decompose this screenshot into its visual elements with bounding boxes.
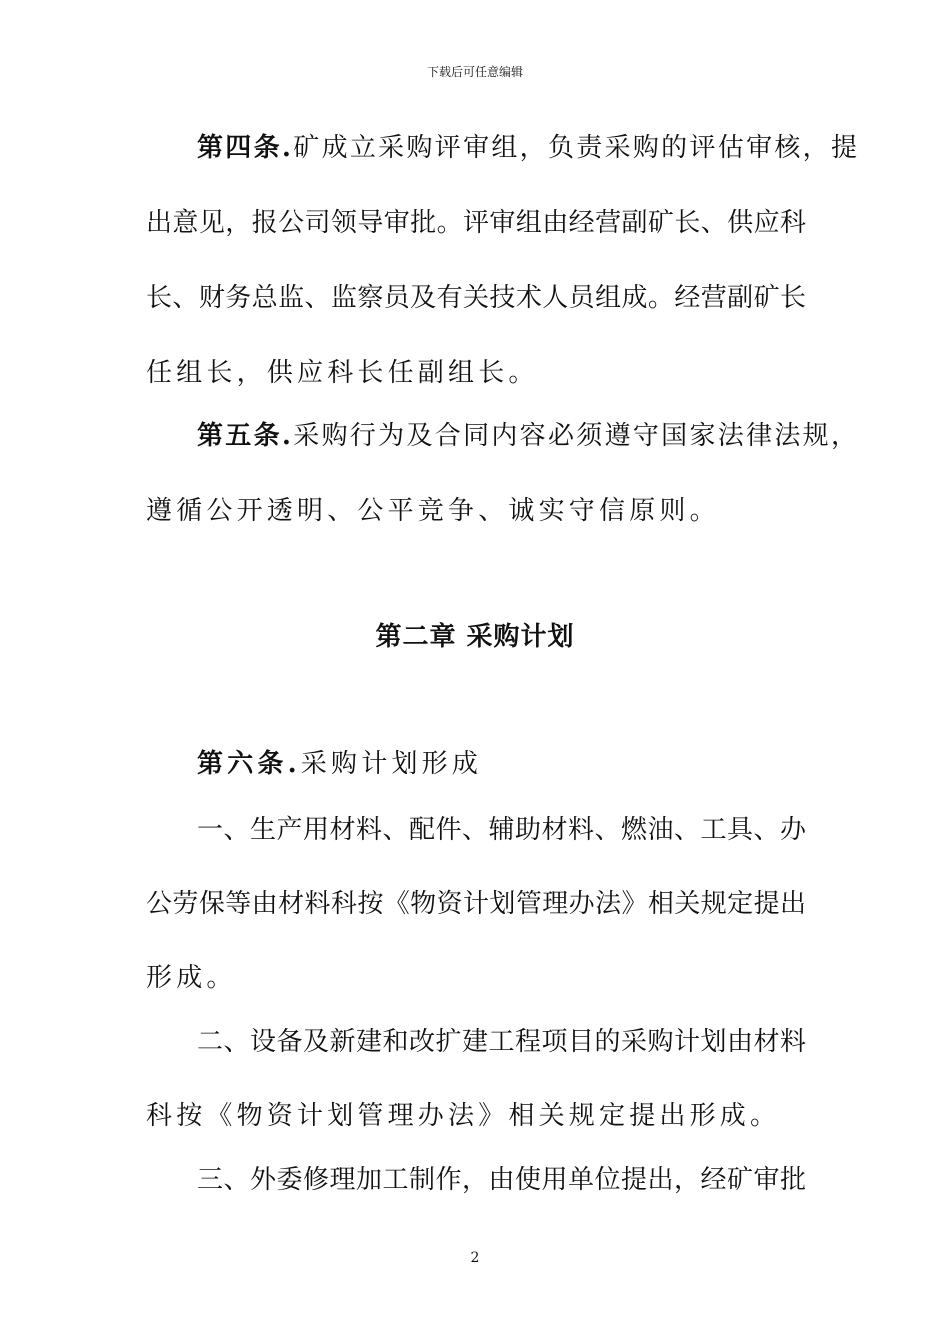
article6-item2-line2: 科按《物资计划管理办法》相关规定提出形成。 (146, 1101, 781, 1131)
article4-line1 (197, 131, 857, 165)
article6-item1-line3: 形成。 (146, 963, 237, 993)
article4-line2: 出意见，报公司领导审批。评审组由经营副矿长、供应科 (146, 208, 806, 238)
article4-line4: 任组长，供应科长任副组长。 (146, 358, 539, 388)
article6-item2-line1: 二、设备及新建和改扩建工程项目的采购计划由材料 (197, 1027, 806, 1057)
article6-item1-line1: 一、生产用材料、配件、辅助材料、燃油、工具、办 (197, 815, 806, 845)
article6-title: 采购计划形成 (300, 749, 483, 779)
article4-label: 第四条. (197, 133, 291, 163)
article5-text-1: 采购行为及合同内容必须遵守国家法律法规， (290, 421, 857, 451)
chapter-title: 第二章 采购计划 (375, 622, 575, 652)
article5-label: 第五条. (197, 421, 291, 451)
page-header: 下载后可任意编辑 (426, 65, 523, 79)
article4-text-1: 矿成立采购评审组，负责采购的评估审核，提 (290, 133, 857, 163)
article5-line1 (197, 419, 857, 453)
article5-line2: 遵循公开透明、公平竞争、诚实守信原则。 (146, 496, 720, 526)
article6-item1-line2: 公劳保等由材料科按《物资计划管理办法》相关规定提出 (146, 889, 806, 919)
article6-label: 第六条. (197, 749, 301, 779)
article6-item3-line1: 三、外委修理加工制作，由使用单位提出，经矿审批 (197, 1165, 806, 1195)
page-number: 2 (470, 1250, 480, 1266)
article4-line3: 长、财务总监、监察员及有关技术人员组成。经营副矿长 (146, 283, 806, 313)
article6-heading (197, 747, 857, 781)
